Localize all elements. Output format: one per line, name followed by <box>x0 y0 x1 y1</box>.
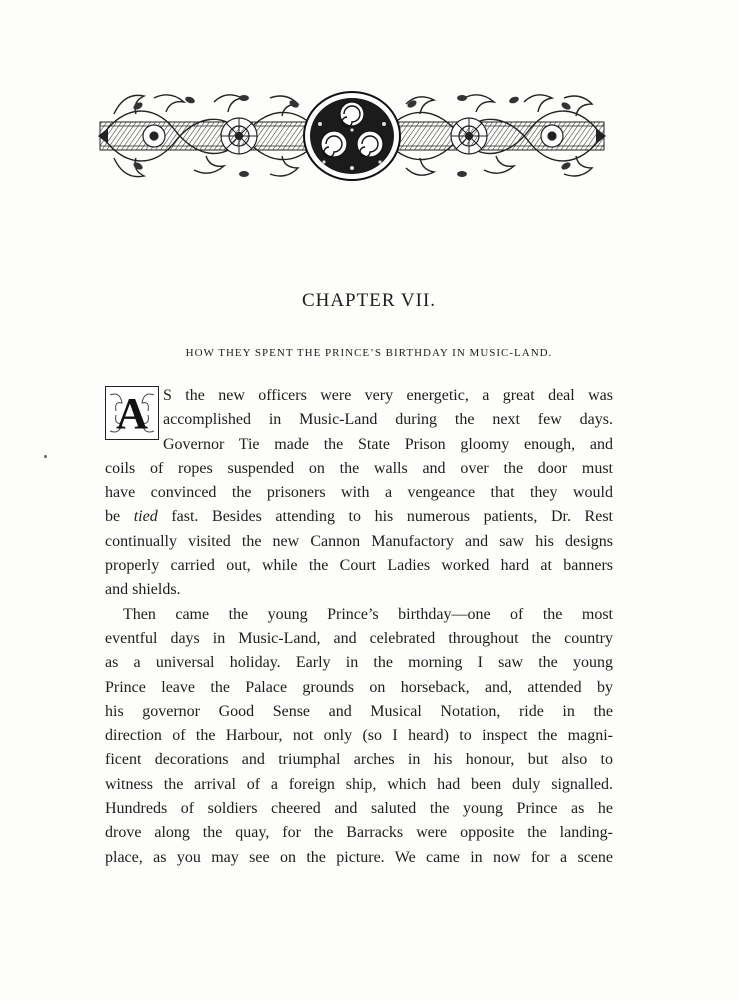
text-line: and shields. <box>105 581 181 599</box>
text-line: accomplished in Music-Land during the next few days. <box>163 411 613 429</box>
text-line: have convinced the prisoners with a vengeance that they would <box>105 484 613 502</box>
text-line: S the new officers were very energetic, a great deal was <box>163 387 613 404</box>
text-fragment: fast. Besides attending to his numerous patients, Dr. Rest <box>157 508 614 526</box>
text-line: coils of ropes suspended on the walls and over the door must <box>105 459 613 477</box>
text-fragment: be <box>105 508 134 526</box>
text-line: Then came the young Prince’s birthday—one of the most <box>123 605 613 623</box>
text-line: eventful days in Music-Land, and celebrated throughout the country <box>105 629 613 647</box>
text-line: drove along the quay, for the Barracks were opposite the landing- <box>105 824 613 842</box>
text-line: continually visited the new Cannon Manufactory and saw his designs <box>105 532 613 550</box>
text-line: his governor Good Sense and Musical Notation, ride in the <box>105 702 613 720</box>
paragraph-2 <box>105 603 613 870</box>
chapter-body <box>105 384 613 870</box>
chapter-subtitle: HOW THEY SPENT THE PRINCE’S BIRTHDAY IN MUSIC-LAND. <box>185 347 553 359</box>
paper-speck <box>44 455 47 458</box>
text-line: properly carried out, while the Court Ladies worked hard at banners <box>105 557 613 575</box>
ornamental-headpiece <box>94 84 610 188</box>
chapter-title: CHAPTER VII. <box>301 290 437 311</box>
text-line: as a universal holiday. Early in the morning I saw the young <box>105 654 613 672</box>
text-line: direction of the Harbour, not only (so I heard) to inspect the magni- <box>105 727 613 745</box>
text-line <box>105 505 613 529</box>
italic-word: tied <box>133 508 158 526</box>
paragraph-1 <box>105 384 613 603</box>
text-line: Governor Tie made the State Prison gloomy enough, and <box>163 435 613 453</box>
drop-cap-letter: A <box>116 389 148 438</box>
drop-cap <box>105 386 159 440</box>
text-line: Hundreds of soldiers cheered and saluted the young Prince as he <box>105 800 613 818</box>
text-line: witness the arrival of a foreign ship, which had been duly signalled. <box>105 775 613 793</box>
text-line: Prince leave the Palace grounds on horseback, and, attended by <box>105 678 613 696</box>
text-line: ficent decorations and triumphal arches in his honour, but also to <box>105 751 613 769</box>
text-line: place, as you may see on the picture. We came in now for a scene <box>105 848 613 866</box>
